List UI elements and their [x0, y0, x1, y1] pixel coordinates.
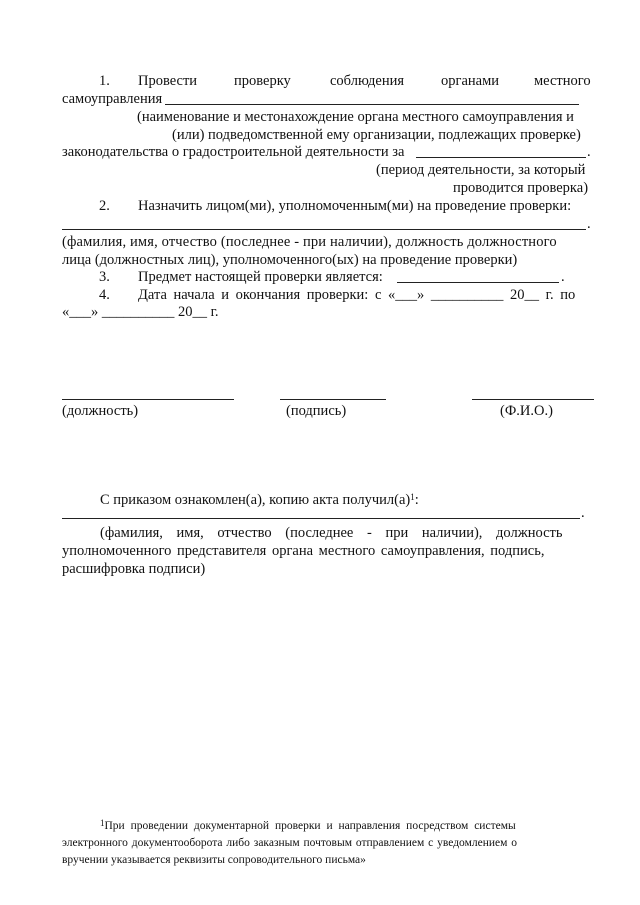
- inspector-end-dot: .: [587, 216, 591, 232]
- item1-continuation: самоуправления: [62, 91, 163, 107]
- item1-word: проверку: [234, 73, 291, 89]
- acquaint-footnote-mark: 1: [410, 492, 415, 502]
- inspector-caption-line1: (фамилия, имя, отчество (последнее - при наличии), должность должностного: [62, 234, 557, 250]
- representative-end-dot: .: [581, 505, 585, 521]
- item1-word: соблюдения: [330, 73, 405, 89]
- organ-caption-line2: (или) подведомственной ему организации, подлежащих проверке): [172, 127, 581, 143]
- footnote-line2: электронного документооборота либо заказным почтовым отправлением с уведомлением о: [62, 837, 518, 849]
- inspector-field[interactable]: [62, 229, 586, 230]
- representative-caption-line3: расшифровка подписи): [62, 561, 206, 577]
- item1-word: Провести: [138, 73, 198, 89]
- item4-continuation: «___» __________ 20__ г.: [62, 304, 219, 320]
- item2-text: Назначить лицом(ми), уполномоченным(ми) на проведение проверки:: [138, 198, 572, 214]
- period-caption-line2: проводится проверка): [453, 180, 589, 196]
- subject-field[interactable]: [397, 282, 559, 283]
- item1-number: 1.: [99, 73, 110, 89]
- position-line[interactable]: [62, 399, 234, 400]
- footnote-mark: 1: [100, 818, 105, 828]
- name-caption: (Ф.И.О.): [500, 403, 553, 419]
- organ-name-field[interactable]: [165, 104, 579, 105]
- signature-caption: (подпись): [286, 403, 347, 419]
- footnote-text-line1: При проведении документарной проверки и направления посредством системы: [104, 820, 516, 832]
- item2-number: 2.: [99, 198, 110, 214]
- inspector-caption-line2: лица (должностных лиц), уполномоченного(ых) на проведение проверки): [62, 252, 518, 268]
- representative-field[interactable]: [62, 518, 580, 519]
- acquaint-colon: :: [414, 492, 419, 508]
- item4-text: Дата начала и окончания проверки: с «___» __________ 20__ г. по: [138, 287, 576, 303]
- acquaint-text: [100, 491, 419, 509]
- footnote-line3: вручении указывается реквизиты сопроводительного письма»: [62, 854, 366, 866]
- period-field[interactable]: [416, 157, 586, 158]
- period-end-dot: .: [587, 144, 591, 160]
- period-caption-line1: (период деятельности, за который: [376, 162, 586, 178]
- acquaint-label: С приказом ознакомлен(а), копию акта получил(а): [100, 492, 411, 508]
- item1-law-text: законодательства о градостроительной деятельности за: [62, 144, 405, 160]
- item4-number: 4.: [99, 287, 110, 303]
- representative-caption-line2: уполномоченного представителя органа местного самоуправления, подпись,: [62, 543, 545, 559]
- item1-word: местного: [534, 73, 591, 89]
- signature-line[interactable]: [280, 399, 386, 400]
- footnote-line1: [100, 818, 516, 835]
- subject-end-dot: .: [561, 269, 565, 285]
- item3-text: Предмет настоящей проверки является:: [138, 269, 383, 285]
- item1-word: органами: [441, 73, 500, 89]
- representative-caption-line1: (фамилия, имя, отчество (последнее - при наличии), должность: [100, 525, 563, 541]
- item3-number: 3.: [99, 269, 110, 285]
- position-caption: (должность): [62, 403, 139, 419]
- name-line[interactable]: [472, 399, 594, 400]
- organ-caption-line1: (наименование и местонахождение органа местного самоуправления и: [137, 109, 574, 125]
